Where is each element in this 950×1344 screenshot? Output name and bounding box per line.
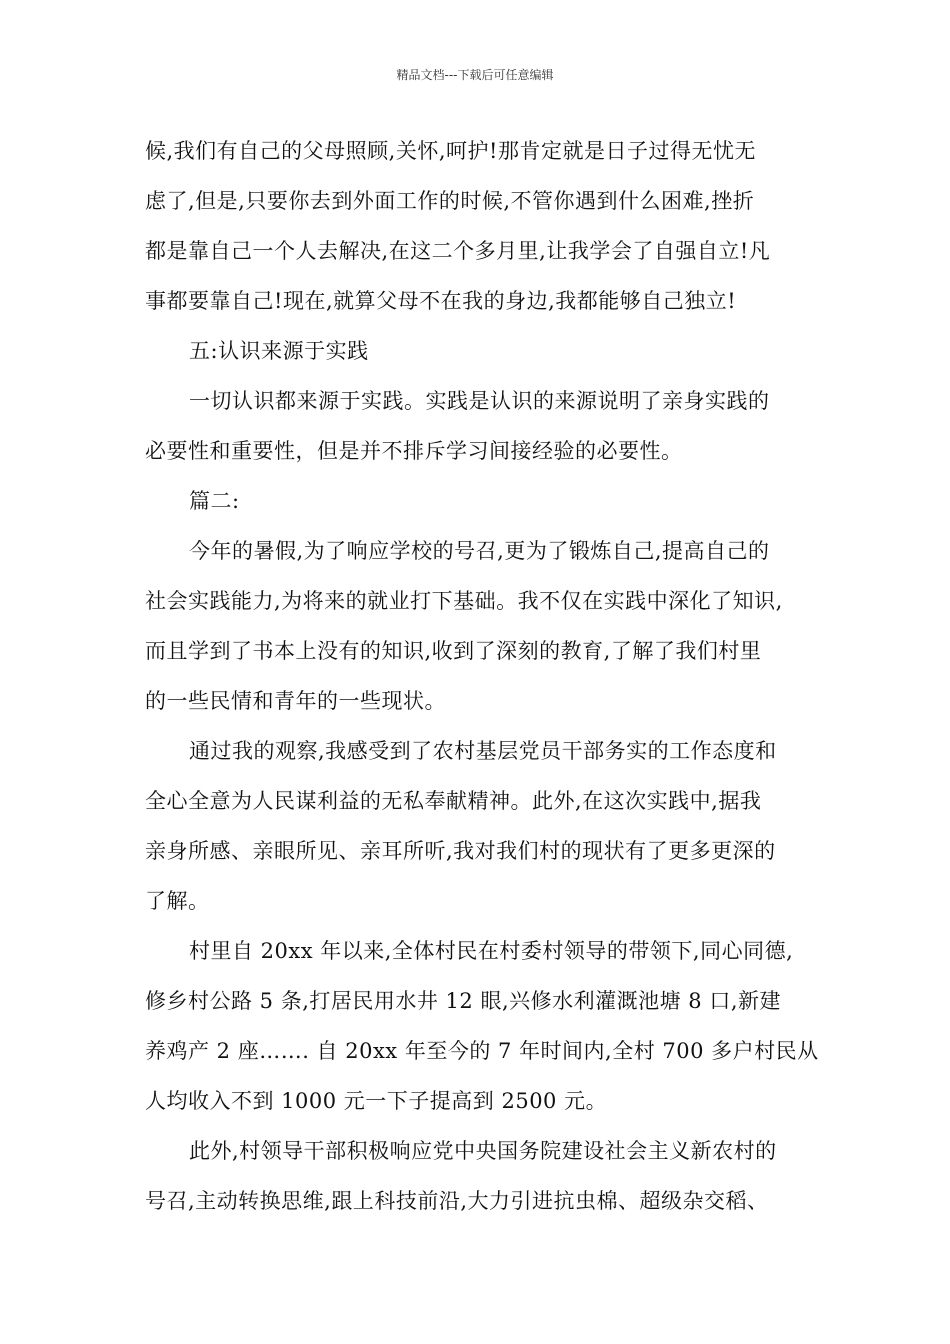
text-line: 候,我们有自己的父母照顾,关怀,呵护!那肯定就是日子过得无忧无 <box>145 139 756 163</box>
text-line: 修乡村公路 5 条,打居民用水井 12 眼,兴修水利灌溉池塘 8 口,新建 <box>145 989 782 1013</box>
paragraph-self-reliance <box>145 126 815 326</box>
paragraph-village-progress <box>145 926 819 1126</box>
text-line: 号召,主动转换思维,跟上科技前沿,大力引进抗虫棉、超级杂交稻、 <box>145 1189 769 1213</box>
text-line: 一切认识都来源于实践。实践是认识的来源说明了亲身实践的 <box>189 389 770 413</box>
heading-line: 五:认识来源于实践 <box>189 339 369 363</box>
text-line: 必要性和重要性，但是并不排斥学习间接经验的必要性。 <box>145 439 683 463</box>
text-line: 养鸡产 2 座……. 自 20xx 年至今的 7 年时间内,全村 700 多户村民从 <box>145 1039 819 1063</box>
text-line: 都是靠自己一个人去解决,在这二个多月里,让我学会了自强自立!凡 <box>145 239 771 263</box>
text-line: 而且学到了书本上没有的知识,收到了深刻的教育,了解了我们村里 <box>145 639 762 663</box>
paragraph-practice <box>145 376 815 476</box>
section-heading-part-two <box>145 476 815 526</box>
text-line: 通过我的观察,我感受到了农村基层党员干部务实的工作态度和 <box>189 739 777 763</box>
text-line: 了解。 <box>145 889 210 913</box>
text-line: 社会实践能力,为将来的就业打下基础。我不仅在实践中深化了知识, <box>145 589 783 613</box>
text-line: 事都要靠自己!现在,就算父母不在我的身边,我都能够自己独立! <box>145 289 737 313</box>
text-line: 此外,村领导干部积极响应党中央国务院建设社会主义新农村的 <box>189 1139 777 1163</box>
text-line: 今年的暑假,为了响应学校的号召,更为了锻炼自己,提高自己的 <box>189 539 770 563</box>
text-line: 的一些民情和青年的一些现状。 <box>145 689 446 713</box>
text-line: 人均收入不到 1000 元一下子提高到 2500 元。 <box>145 1089 608 1113</box>
text-line: 村里自 20xx 年以来,全体村民在村委村领导的带领下,同心同德, <box>189 939 794 963</box>
text-line: 全心全意为人民谋利益的无私奉献精神。此外,在这次实践中,据我 <box>145 789 762 813</box>
heading-line: 篇二: <box>189 489 240 513</box>
section-heading-five <box>145 326 815 376</box>
document-body <box>145 126 819 1226</box>
text-line: 亲身所感、亲眼所见、亲耳所听,我对我们村的现状有了更多更深的 <box>145 839 776 863</box>
paragraph-leadership <box>145 1126 815 1226</box>
paragraph-summer <box>145 526 815 726</box>
paragraph-observation <box>145 726 815 926</box>
text-line: 虑了,但是,只要你去到外面工作的时候,不管你遇到什么困难,挫折 <box>145 189 755 213</box>
page-header: 精品文档---下载后可任意编辑 <box>396 68 554 82</box>
